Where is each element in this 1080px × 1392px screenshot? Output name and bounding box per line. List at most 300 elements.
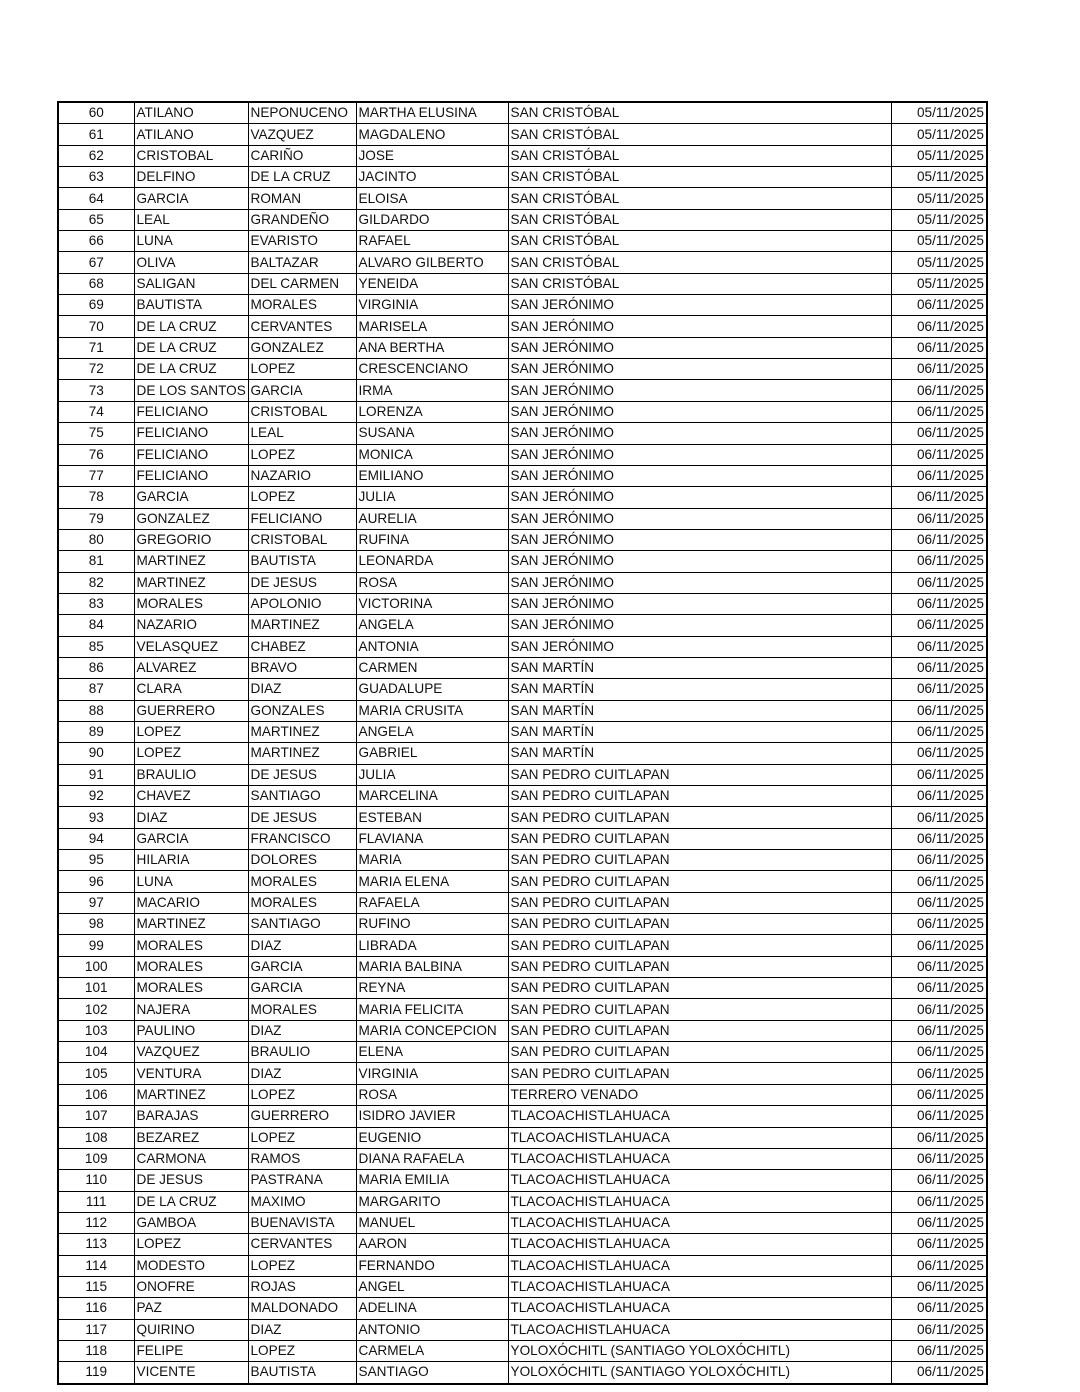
first-surname-cell: MORALES [134, 978, 248, 999]
row-number-cell: 78 [58, 487, 134, 508]
locality-cell: SAN PEDRO CUITLAPAN [508, 807, 891, 828]
table-row [58, 572, 987, 593]
given-name-cell: ESTEBAN [356, 807, 508, 828]
second-surname-cell: GARCIA [248, 956, 356, 977]
row-number-cell: 71 [58, 337, 134, 358]
locality-cell: SAN MARTÍN [508, 679, 891, 700]
beneficiary-table [57, 101, 988, 1385]
first-surname-cell: DE LA CRUZ [134, 359, 248, 380]
locality-cell: SAN JERÓNIMO [508, 487, 891, 508]
first-surname-cell: GARCIA [134, 828, 248, 849]
date-cell: 06/11/2025 [891, 978, 987, 999]
date-cell: 06/11/2025 [891, 828, 987, 849]
row-number-cell: 103 [58, 1020, 134, 1041]
given-name-cell: MARTHA ELUSINA [356, 102, 508, 124]
given-name-cell: LORENZA [356, 401, 508, 422]
second-surname-cell: DE JESUS [248, 807, 356, 828]
row-number-cell: 93 [58, 807, 134, 828]
first-surname-cell: DE LA CRUZ [134, 1191, 248, 1212]
second-surname-cell: SANTIAGO [248, 914, 356, 935]
given-name-cell: ANTONIA [356, 636, 508, 657]
locality-cell: TLACOACHISTLAHUACA [508, 1234, 891, 1255]
table-row [58, 465, 987, 486]
first-surname-cell: VELASQUEZ [134, 636, 248, 657]
first-surname-cell: OLIVA [134, 252, 248, 273]
table-row [58, 444, 987, 465]
given-name-cell: JOSE [356, 145, 508, 166]
first-surname-cell: FELICIANO [134, 465, 248, 486]
first-surname-cell: LUNA [134, 231, 248, 252]
second-surname-cell: CERVANTES [248, 316, 356, 337]
given-name-cell: JULIA [356, 487, 508, 508]
first-surname-cell: FELICIANO [134, 444, 248, 465]
row-number-cell: 106 [58, 1084, 134, 1105]
locality-cell: SAN JERÓNIMO [508, 316, 891, 337]
date-cell: 06/11/2025 [891, 1212, 987, 1233]
row-number-cell: 87 [58, 679, 134, 700]
given-name-cell: CARMELA [356, 1340, 508, 1361]
second-surname-cell: BUENAVISTA [248, 1212, 356, 1233]
row-number-cell: 67 [58, 252, 134, 273]
locality-cell: SAN PEDRO CUITLAPAN [508, 1063, 891, 1084]
first-surname-cell: MORALES [134, 593, 248, 614]
second-surname-cell: MORALES [248, 892, 356, 913]
date-cell: 06/11/2025 [891, 807, 987, 828]
table-row [58, 1319, 987, 1340]
row-number-cell: 115 [58, 1276, 134, 1297]
row-number-cell: 73 [58, 380, 134, 401]
second-surname-cell: LOPEZ [248, 1127, 356, 1148]
second-surname-cell: LOPEZ [248, 1340, 356, 1361]
row-number-cell: 64 [58, 188, 134, 209]
date-cell: 06/11/2025 [891, 444, 987, 465]
locality-cell: TLACOACHISTLAHUACA [508, 1106, 891, 1127]
date-cell: 06/11/2025 [891, 871, 987, 892]
first-surname-cell: NAZARIO [134, 615, 248, 636]
date-cell: 06/11/2025 [891, 1042, 987, 1063]
given-name-cell: MANUEL [356, 1212, 508, 1233]
table-row [58, 337, 987, 358]
locality-cell: SAN PEDRO CUITLAPAN [508, 999, 891, 1020]
table-row [58, 1106, 987, 1127]
first-surname-cell: LOPEZ [134, 743, 248, 764]
first-surname-cell: DE LA CRUZ [134, 337, 248, 358]
table-row [58, 145, 987, 166]
locality-cell: SAN PEDRO CUITLAPAN [508, 935, 891, 956]
date-cell: 06/11/2025 [891, 956, 987, 977]
row-number-cell: 66 [58, 231, 134, 252]
date-cell: 06/11/2025 [891, 316, 987, 337]
row-number-cell: 97 [58, 892, 134, 913]
date-cell: 06/11/2025 [891, 1084, 987, 1105]
date-cell: 05/11/2025 [891, 124, 987, 145]
table-row [58, 316, 987, 337]
date-cell: 06/11/2025 [891, 999, 987, 1020]
date-cell: 06/11/2025 [891, 679, 987, 700]
given-name-cell: VIRGINIA [356, 295, 508, 316]
given-name-cell: FERNANDO [356, 1255, 508, 1276]
second-surname-cell: MARTINEZ [248, 743, 356, 764]
row-number-cell: 98 [58, 914, 134, 935]
first-surname-cell: ATILANO [134, 124, 248, 145]
table-row [58, 786, 987, 807]
table-row [58, 1298, 987, 1319]
second-surname-cell: ROJAS [248, 1276, 356, 1297]
given-name-cell: RAFAEL [356, 231, 508, 252]
locality-cell: YOLOXÓCHITL (SANTIAGO YOLOXÓCHITL) [508, 1362, 891, 1384]
first-surname-cell: FELICIANO [134, 401, 248, 422]
second-surname-cell: BRAULIO [248, 1042, 356, 1063]
first-surname-cell: VENTURA [134, 1063, 248, 1084]
given-name-cell: ELOISA [356, 188, 508, 209]
locality-cell: TLACOACHISTLAHUACA [508, 1191, 891, 1212]
first-surname-cell: BRAULIO [134, 764, 248, 785]
first-surname-cell: SALIGAN [134, 273, 248, 294]
second-surname-cell: MARTINEZ [248, 721, 356, 742]
first-surname-cell: MACARIO [134, 892, 248, 913]
first-surname-cell: DELFINO [134, 167, 248, 188]
given-name-cell: ANTONIO [356, 1319, 508, 1340]
table-row [58, 209, 987, 230]
date-cell: 06/11/2025 [891, 1170, 987, 1191]
row-number-cell: 94 [58, 828, 134, 849]
first-surname-cell: MORALES [134, 956, 248, 977]
given-name-cell: ROSA [356, 1084, 508, 1105]
second-surname-cell: EVARISTO [248, 231, 356, 252]
table-row [58, 1170, 987, 1191]
given-name-cell: LIBRADA [356, 935, 508, 956]
second-surname-cell: GONZALES [248, 700, 356, 721]
first-surname-cell: MARTINEZ [134, 914, 248, 935]
row-number-cell: 80 [58, 529, 134, 550]
table-row [58, 1276, 987, 1297]
given-name-cell: MARIA ELENA [356, 871, 508, 892]
locality-cell: SAN JERÓNIMO [508, 508, 891, 529]
first-surname-cell: ATILANO [134, 102, 248, 124]
second-surname-cell: LOPEZ [248, 1084, 356, 1105]
locality-cell: TERRERO VENADO [508, 1084, 891, 1105]
row-number-cell: 62 [58, 145, 134, 166]
row-number-cell: 70 [58, 316, 134, 337]
row-number-cell: 109 [58, 1148, 134, 1169]
first-surname-cell: ONOFRE [134, 1276, 248, 1297]
date-cell: 06/11/2025 [891, 295, 987, 316]
row-number-cell: 89 [58, 721, 134, 742]
first-surname-cell: HILARIA [134, 850, 248, 871]
locality-cell: SAN PEDRO CUITLAPAN [508, 956, 891, 977]
given-name-cell: ANGEL [356, 1276, 508, 1297]
first-surname-cell: ALVAREZ [134, 657, 248, 678]
row-number-cell: 102 [58, 999, 134, 1020]
given-name-cell: ADELINA [356, 1298, 508, 1319]
table-body [58, 102, 987, 1384]
table-row [58, 999, 987, 1020]
table-row [58, 124, 987, 145]
second-surname-cell: DIAZ [248, 1319, 356, 1340]
date-cell: 05/11/2025 [891, 231, 987, 252]
row-number-cell: 82 [58, 572, 134, 593]
second-surname-cell: CERVANTES [248, 1234, 356, 1255]
table-row [58, 657, 987, 678]
first-surname-cell: CRISTOBAL [134, 145, 248, 166]
row-number-cell: 119 [58, 1362, 134, 1384]
locality-cell: SAN PEDRO CUITLAPAN [508, 978, 891, 999]
second-surname-cell: GARCIA [248, 380, 356, 401]
row-number-cell: 110 [58, 1170, 134, 1191]
table-row [58, 978, 987, 999]
given-name-cell: VIRGINIA [356, 1063, 508, 1084]
locality-cell: SAN PEDRO CUITLAPAN [508, 1020, 891, 1041]
locality-cell: SAN PEDRO CUITLAPAN [508, 914, 891, 935]
table-row [58, 1084, 987, 1105]
row-number-cell: 83 [58, 593, 134, 614]
table-row [58, 401, 987, 422]
row-number-cell: 90 [58, 743, 134, 764]
second-surname-cell: DIAZ [248, 679, 356, 700]
given-name-cell: MAGDALENO [356, 124, 508, 145]
locality-cell: SAN PEDRO CUITLAPAN [508, 850, 891, 871]
given-name-cell: EMILIANO [356, 465, 508, 486]
given-name-cell: ANGELA [356, 721, 508, 742]
second-surname-cell: MORALES [248, 999, 356, 1020]
table-row [58, 380, 987, 401]
table-row [58, 508, 987, 529]
given-name-cell: VICTORINA [356, 593, 508, 614]
locality-cell: TLACOACHISTLAHUACA [508, 1212, 891, 1233]
second-surname-cell: SANTIAGO [248, 786, 356, 807]
locality-cell: TLACOACHISTLAHUACA [508, 1127, 891, 1148]
first-surname-cell: PAZ [134, 1298, 248, 1319]
locality-cell: SAN MARTÍN [508, 657, 891, 678]
table-row [58, 102, 987, 124]
first-surname-cell: MARTINEZ [134, 551, 248, 572]
given-name-cell: JULIA [356, 764, 508, 785]
row-number-cell: 101 [58, 978, 134, 999]
second-surname-cell: GARCIA [248, 978, 356, 999]
second-surname-cell: MAXIMO [248, 1191, 356, 1212]
given-name-cell: GUADALUPE [356, 679, 508, 700]
row-number-cell: 116 [58, 1298, 134, 1319]
table-row [58, 764, 987, 785]
second-surname-cell: LOPEZ [248, 444, 356, 465]
locality-cell: SAN CRISTÓBAL [508, 231, 891, 252]
row-number-cell: 76 [58, 444, 134, 465]
locality-cell: TLACOACHISTLAHUACA [508, 1148, 891, 1169]
locality-cell: SAN JERÓNIMO [508, 380, 891, 401]
table-row [58, 935, 987, 956]
table-row [58, 850, 987, 871]
locality-cell: SAN PEDRO CUITLAPAN [508, 1042, 891, 1063]
table-row [58, 956, 987, 977]
first-surname-cell: DE JESUS [134, 1170, 248, 1191]
date-cell: 06/11/2025 [891, 1234, 987, 1255]
date-cell: 05/11/2025 [891, 167, 987, 188]
second-surname-cell: DEL CARMEN [248, 273, 356, 294]
first-surname-cell: PAULINO [134, 1020, 248, 1041]
first-surname-cell: MODESTO [134, 1255, 248, 1276]
date-cell: 06/11/2025 [891, 1020, 987, 1041]
locality-cell: SAN JERÓNIMO [508, 359, 891, 380]
row-number-cell: 111 [58, 1191, 134, 1212]
locality-cell: SAN CRISTÓBAL [508, 188, 891, 209]
table-row [58, 1148, 987, 1169]
date-cell: 06/11/2025 [891, 636, 987, 657]
date-cell: 06/11/2025 [891, 1063, 987, 1084]
date-cell: 06/11/2025 [891, 1148, 987, 1169]
second-surname-cell: DE JESUS [248, 764, 356, 785]
given-name-cell: AURELIA [356, 508, 508, 529]
locality-cell: SAN PEDRO CUITLAPAN [508, 764, 891, 785]
row-number-cell: 108 [58, 1127, 134, 1148]
row-number-cell: 114 [58, 1255, 134, 1276]
locality-cell: SAN PEDRO CUITLAPAN [508, 892, 891, 913]
given-name-cell: IRMA [356, 380, 508, 401]
table-row [58, 892, 987, 913]
first-surname-cell: VICENTE [134, 1362, 248, 1384]
table-row [58, 1127, 987, 1148]
row-number-cell: 84 [58, 615, 134, 636]
first-surname-cell: GUERRERO [134, 700, 248, 721]
locality-cell: SAN JERÓNIMO [508, 615, 891, 636]
locality-cell: SAN JERÓNIMO [508, 444, 891, 465]
first-surname-cell: CLARA [134, 679, 248, 700]
row-number-cell: 60 [58, 102, 134, 124]
date-cell: 06/11/2025 [891, 1319, 987, 1340]
date-cell: 06/11/2025 [891, 337, 987, 358]
locality-cell: SAN CRISTÓBAL [508, 145, 891, 166]
table-row [58, 295, 987, 316]
date-cell: 06/11/2025 [891, 593, 987, 614]
second-surname-cell: DE LA CRUZ [248, 167, 356, 188]
table-row [58, 273, 987, 294]
first-surname-cell: MARTINEZ [134, 1084, 248, 1105]
row-number-cell: 96 [58, 871, 134, 892]
table-row [58, 167, 987, 188]
given-name-cell: MARIA [356, 850, 508, 871]
first-surname-cell: DIAZ [134, 807, 248, 828]
locality-cell: TLACOACHISTLAHUACA [508, 1319, 891, 1340]
first-surname-cell: MORALES [134, 935, 248, 956]
locality-cell: SAN JERÓNIMO [508, 465, 891, 486]
row-number-cell: 118 [58, 1340, 134, 1361]
second-surname-cell: MARTINEZ [248, 615, 356, 636]
first-surname-cell: MARTINEZ [134, 572, 248, 593]
given-name-cell: RUFINO [356, 914, 508, 935]
row-number-cell: 77 [58, 465, 134, 486]
second-surname-cell: LOPEZ [248, 487, 356, 508]
row-number-cell: 92 [58, 786, 134, 807]
date-cell: 06/11/2025 [891, 401, 987, 422]
first-surname-cell: LEAL [134, 209, 248, 230]
table-row [58, 1212, 987, 1233]
locality-cell: SAN CRISTÓBAL [508, 209, 891, 230]
given-name-cell: MARISELA [356, 316, 508, 337]
given-name-cell: SUSANA [356, 423, 508, 444]
second-surname-cell: BAUTISTA [248, 1362, 356, 1384]
row-number-cell: 74 [58, 401, 134, 422]
second-surname-cell: MORALES [248, 871, 356, 892]
date-cell: 06/11/2025 [891, 1362, 987, 1384]
table-row [58, 487, 987, 508]
second-surname-cell: CRISTOBAL [248, 401, 356, 422]
first-surname-cell: DE LOS SANTOS [134, 380, 248, 401]
locality-cell: SAN JERÓNIMO [508, 636, 891, 657]
table-row [58, 252, 987, 273]
first-surname-cell: FELICIANO [134, 423, 248, 444]
first-surname-cell: LOPEZ [134, 1234, 248, 1255]
locality-cell: SAN MARTÍN [508, 700, 891, 721]
table-row [58, 807, 987, 828]
second-surname-cell: LOPEZ [248, 359, 356, 380]
table-row [58, 828, 987, 849]
given-name-cell: RAFAELA [356, 892, 508, 913]
second-surname-cell: DIAZ [248, 935, 356, 956]
table-row [58, 1063, 987, 1084]
given-name-cell: MARCELINA [356, 786, 508, 807]
given-name-cell: ALVARO GILBERTO [356, 252, 508, 273]
table-row [58, 1191, 987, 1212]
locality-cell: SAN JERÓNIMO [508, 423, 891, 444]
date-cell: 06/11/2025 [891, 359, 987, 380]
first-surname-cell: QUIRINO [134, 1319, 248, 1340]
table-row [58, 593, 987, 614]
given-name-cell: ELENA [356, 1042, 508, 1063]
locality-cell: YOLOXÓCHITL (SANTIAGO YOLOXÓCHITL) [508, 1340, 891, 1361]
locality-cell: SAN JERÓNIMO [508, 572, 891, 593]
table-row [58, 1020, 987, 1041]
date-cell: 06/11/2025 [891, 487, 987, 508]
table-row [58, 615, 987, 636]
row-number-cell: 81 [58, 551, 134, 572]
table-row [58, 743, 987, 764]
second-surname-cell: DE JESUS [248, 572, 356, 593]
second-surname-cell: GUERRERO [248, 1106, 356, 1127]
table-row [58, 1042, 987, 1063]
second-surname-cell: DIAZ [248, 1020, 356, 1041]
first-surname-cell: CARMONA [134, 1148, 248, 1169]
given-name-cell: DIANA RAFAELA [356, 1148, 508, 1169]
table-row [58, 1255, 987, 1276]
date-cell: 06/11/2025 [891, 380, 987, 401]
date-cell: 05/11/2025 [891, 188, 987, 209]
given-name-cell: GABRIEL [356, 743, 508, 764]
given-name-cell: ROSA [356, 572, 508, 593]
second-surname-cell: BRAVO [248, 657, 356, 678]
locality-cell: TLACOACHISTLAHUACA [508, 1255, 891, 1276]
date-cell: 06/11/2025 [891, 743, 987, 764]
locality-cell: SAN PEDRO CUITLAPAN [508, 828, 891, 849]
table-row [58, 551, 987, 572]
locality-cell: SAN JERÓNIMO [508, 401, 891, 422]
locality-cell: SAN JERÓNIMO [508, 295, 891, 316]
given-name-cell: REYNA [356, 978, 508, 999]
second-surname-cell: FRANCISCO [248, 828, 356, 849]
row-number-cell: 91 [58, 764, 134, 785]
given-name-cell: LEONARDA [356, 551, 508, 572]
row-number-cell: 68 [58, 273, 134, 294]
second-surname-cell: BALTAZAR [248, 252, 356, 273]
locality-cell: SAN PEDRO CUITLAPAN [508, 786, 891, 807]
second-surname-cell: VAZQUEZ [248, 124, 356, 145]
locality-cell: SAN JERÓNIMO [508, 593, 891, 614]
second-surname-cell: APOLONIO [248, 593, 356, 614]
first-surname-cell: BARAJAS [134, 1106, 248, 1127]
row-number-cell: 63 [58, 167, 134, 188]
given-name-cell: ANGELA [356, 615, 508, 636]
row-number-cell: 107 [58, 1106, 134, 1127]
date-cell: 05/11/2025 [891, 252, 987, 273]
row-number-cell: 79 [58, 508, 134, 529]
